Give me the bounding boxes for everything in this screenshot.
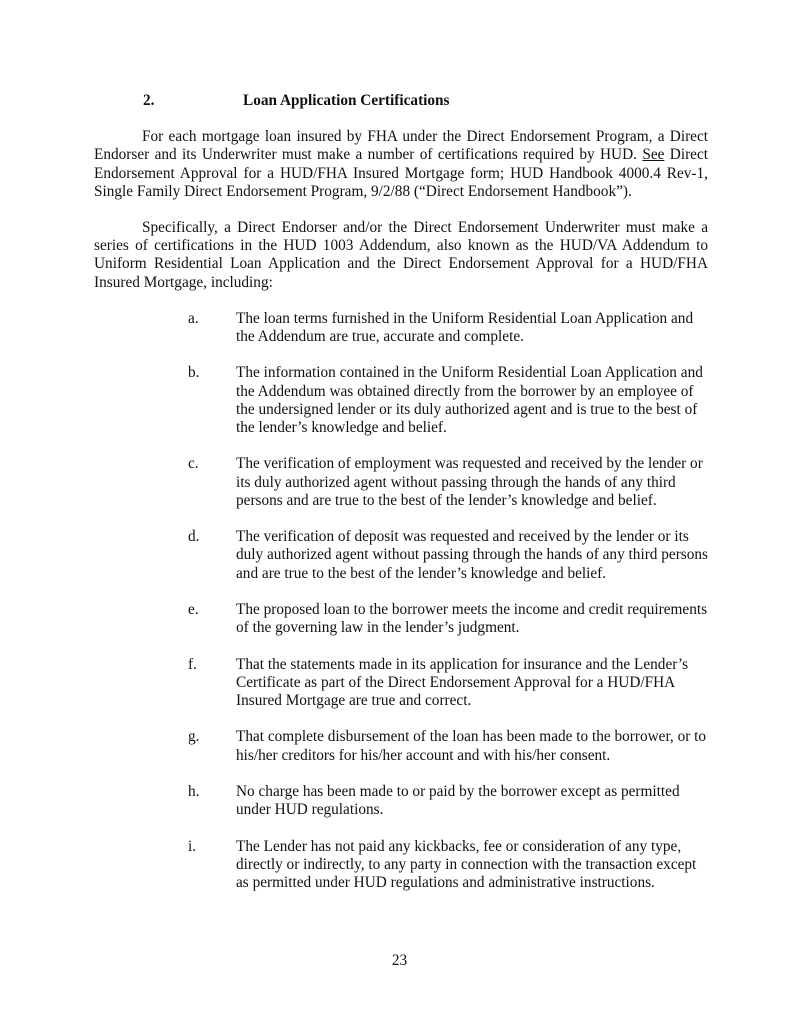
list-item-text: The information contained in the Uniform Residential Loan Application and the Addendum was obtained directly from the borrower by an employee of the undersigned lender or its duly authorized agent and is true to the best of the lender’s knowledge and belief.	[236, 364, 703, 437]
list-item-text: The verification of deposit was requested and received by the lender or its duly authorized agent without passing through the hands of any third persons and are true to the best of the lender’s knowledge and belief.	[236, 528, 708, 582]
list-item	[94, 656, 708, 711]
list-item	[94, 528, 708, 583]
list-item-text: That complete disbursement of the loan has been made to the borrower, or to his/her creditors for his/her account and with his/her consent.	[236, 728, 707, 764]
intro-paragraph	[94, 128, 708, 201]
certifications-list	[94, 310, 708, 892]
list-marker: f.	[188, 655, 197, 673]
list-item-text: That the statements made in its application for insurance and the Lender’s Certificate as part of the Direct Endorsement Approval for a HUD/FHA Insured Mortgage are true and correct.	[236, 655, 689, 710]
paragraph-text: Direct Endorsement Approval for a HUD/FHA Insured Mortgage form; HUD Handbook 4000.4 Rev-1, Single Family Direct Endorsement Program, 9/2/88 (“Direct Endorsement Handbook”).	[94, 146, 708, 200]
list-item-text: The verification of employment was requested and received by the lender or its duly authorized agent without passing through the hands of any third persons and are true to the best of the lender’s knowledge and belief.	[236, 455, 703, 509]
section-title: Loan Application Certifications	[243, 92, 450, 109]
list-item	[94, 838, 708, 893]
list-item	[94, 601, 708, 637]
section-number: 2.	[143, 92, 155, 109]
list-item	[94, 310, 708, 346]
list-marker: g.	[188, 728, 200, 746]
list-marker: e.	[188, 601, 199, 619]
paragraph-text: For each mortgage loan insured by FHA under the Direct Endorsement Program, a Direct Endorser and its Underwriter must make a number of certifications required by HUD.	[94, 128, 708, 164]
list-marker: i.	[188, 837, 197, 855]
list-item-text: The proposed loan to the borrower meets the income and credit requirements of the governing law in the lender’s judgment.	[236, 601, 708, 637]
document-page	[94, 92, 708, 910]
list-marker: d.	[188, 528, 200, 546]
list-item-text: The Lender has not paid any kickbacks, fee or consideration of any type, directly or indirectly, to any party in connection with the transaction except as permitted under HUD regulations and administrative instructions.	[236, 837, 697, 891]
page-number: 23	[391, 952, 408, 969]
section-heading	[94, 92, 708, 110]
see-signal: See	[642, 146, 665, 164]
list-item-text: No charge has been made to or paid by the borrower except as permitted under HUD regulations.	[236, 783, 680, 819]
list-marker: b.	[188, 364, 200, 382]
list-item	[94, 783, 708, 819]
specifically-paragraph: Specifically, a Direct Endorser and/or the Direct Endorsement Underwriter must make a series of certifications in the HUD 1003 Addendum, also known as the HUD/VA Addendum to Uniform Residential Loan Application and the Direct Endorsement Approval for a HUD/FHA Insured Mortgage, including:	[94, 219, 708, 291]
list-item-text: The loan terms furnished in the Uniform Residential Loan Application and the Addendum are true, accurate and complete.	[236, 309, 694, 346]
list-item	[94, 728, 708, 764]
list-marker: a.	[188, 309, 199, 327]
list-marker: c.	[188, 455, 199, 473]
list-item	[94, 364, 708, 437]
list-marker: h.	[188, 783, 200, 800]
list-item	[94, 455, 708, 510]
